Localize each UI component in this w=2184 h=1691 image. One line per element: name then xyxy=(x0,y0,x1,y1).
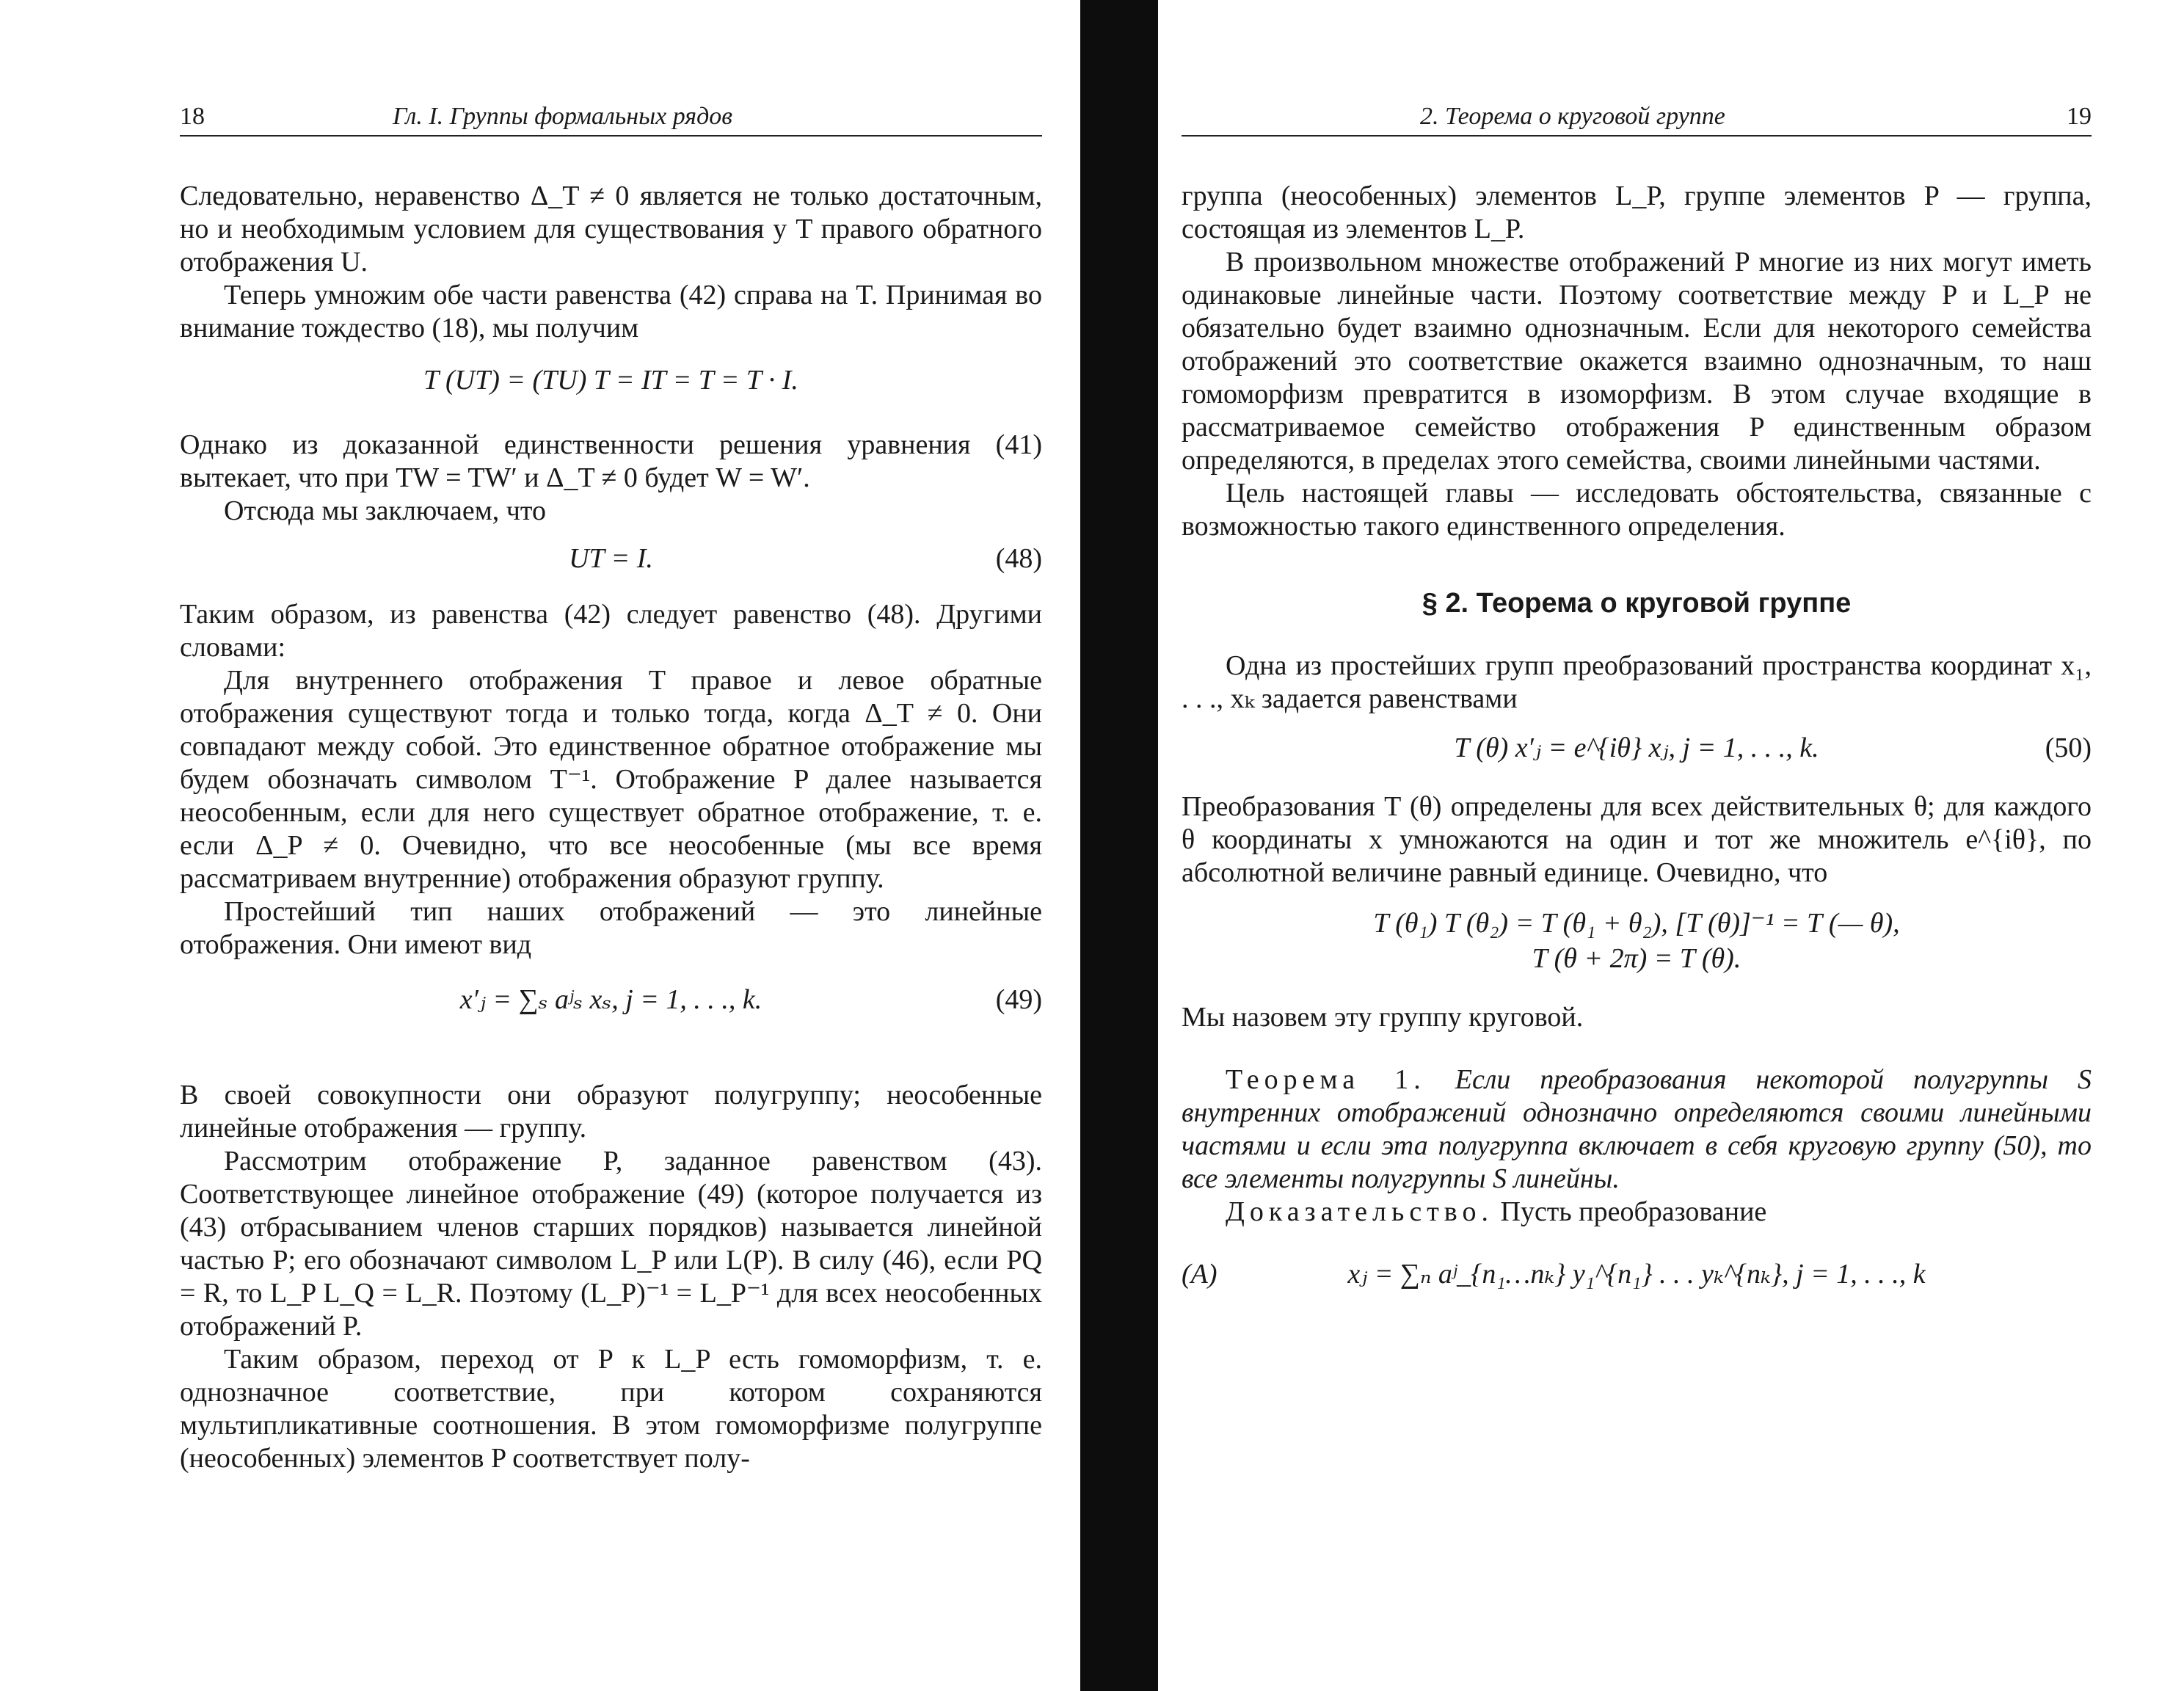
proof xyxy=(1182,1196,2092,1229)
theorem xyxy=(1182,1063,2092,1196)
paragraph: В своей совокупности они образуют полугруппу; неособенные линейные отображения — группу. xyxy=(180,1080,1042,1143)
equation xyxy=(180,364,1042,407)
running-head-right xyxy=(1182,103,2092,137)
equation-number: (48) xyxy=(995,543,1042,574)
equation-number: (49) xyxy=(995,984,1042,1015)
equation-body: T (θ) x′ⱼ = e^{iθ} xⱼ, j = 1, . . ., k. xyxy=(1454,732,1819,763)
theorem-paragraph: Для внутреннего отображения T правое и левое обратные отображения существуют тогда и только тогда, когда Δ_T ≠ 0. Они совпадают между собой. Это единственное обратное отображение мы будем обозначать символом T⁻¹. Отображение P далее называется неособенным, если для него существует обратное отображение, т. е. если Δ_P ≠ 0. Очевидно, что все неособенные (мы все время рассматриваем внутренние) отображения образуют группу. xyxy=(180,665,1042,894)
proof-text: Пусть преобразование xyxy=(1500,1196,1767,1227)
section-heading: § 2. Теорема о круговой группе xyxy=(1422,588,1852,619)
paragraph: Преобразования T (θ) определены для всех действительных θ; для каждого θ координаты x умножаются на один и тот же множитель e^{iθ}, по абсолютной величине равный единице. Очевидно, что xyxy=(1182,791,2092,888)
page-number: 18 xyxy=(180,103,205,130)
paragraph: Простейший тип наших отображений — это линейные отображения. Они имеют вид xyxy=(180,896,1042,960)
equation xyxy=(180,542,1042,585)
paragraph: В произвольном множестве отображений P многие из них могут иметь одинаковые линейные части. Поэтому соответствие между P и L_P не обязательно будет взаимно однозначным. Если для некоторого семейства отображений это соответствие окажется взаимно однозначным, то наш гомоморфизм превратится в изоморфизм. В этом случае входящие в рассматриваемое семейство отображения P единственным образом определяются, в пределах этого семейства, своими линейными частями. xyxy=(1182,247,2092,476)
running-head-title: 2. Теорема о круговой группе xyxy=(1420,103,1725,130)
theorem-label: Теорема 1. xyxy=(1226,1064,1426,1095)
page-number: 19 xyxy=(2067,103,2092,130)
equation-body: xⱼ = ∑ₙ aʲ_{n₁…nₖ} y₁^{n₁} . . . yₖ^{nₖ}, j = 1, . . ., k xyxy=(1347,1259,1926,1290)
paragraph: Теперь умножим обе части равенства (42) справа на T. Принимая во внимание тождество (18), мы получим xyxy=(180,280,1042,343)
equation xyxy=(1182,1258,2092,1339)
paragraph: Следовательно, неравенство Δ_T ≠ 0 является не только достаточным, но и необходимым условием для существования у T правого обратного отображения U. xyxy=(180,181,1042,277)
equation-body: T (UT) = (TU) T = IT = T = T · I. xyxy=(423,365,798,396)
equation xyxy=(1182,732,2092,774)
equation xyxy=(1182,906,2092,979)
left-text-column xyxy=(180,180,1042,1475)
right-text-column xyxy=(1182,180,2092,1339)
proof-label: Доказательство. xyxy=(1226,1196,1493,1227)
paragraph: Однако из доказанной единственности решения уравнения (41) вытекает, что при TW = TW′ и Δ_T ≠ 0 будет W = W′. xyxy=(180,429,1042,493)
paragraph: Таким образом, из равенства (42) следует равенство (48). Другими словами: xyxy=(180,599,1042,663)
equation-body xyxy=(1182,906,2092,976)
paragraph: Таким образом, переход от P к L_P есть гомоморфизм, т. е. однозначное соответствие, при котором сохраняются мультипликативные соотношения. В этом гомоморфизме полугруппе (неособенных) элементов P соответствует полу- xyxy=(180,1344,1042,1474)
right-page xyxy=(1145,0,2184,1691)
equation-label: (A) xyxy=(1182,1259,1217,1290)
running-head-title: Гл. I. Группы формальных рядов xyxy=(393,103,733,130)
paragraph: Цель настоящей главы — исследовать обстоятельства, связанные с возможностью такого единственного определения. xyxy=(1182,478,2092,542)
paragraph: Отсюда мы заключаем, что xyxy=(224,495,546,526)
paragraph: группа (неособенных) элементов L_P, группе элементов P — группа, состоящая из элементов L_P. xyxy=(1182,181,2092,244)
equation xyxy=(180,983,1042,1064)
paragraph: Рассмотрим отображение P, заданное равенством (43). Соответствующее линейное отображение (49) (которое получается из (43) отбрасыванием членов старших порядков) называется линейной частью P; его обозначают символом L_P или L(P). В силу (46), если PQ = R, то L_P L_Q = L_R. Поэтому (L_P)⁻¹ = L_P⁻¹ для всех неособенных отображений P. xyxy=(180,1146,1042,1342)
equation-line: T (θ + 2π) = T (θ). xyxy=(1532,943,1741,974)
equation-number: (50) xyxy=(2045,732,2092,763)
paragraph: Одна из простейших групп преобразований пространства координат x₁, . . ., xₖ задается равенствами xyxy=(1182,650,2092,714)
running-head-left xyxy=(180,103,1042,137)
paragraph: Мы назовем эту группу круговой. xyxy=(1182,1002,1584,1033)
equation-line: T (θ₁) T (θ₂) = T (θ₁ + θ₂), [T (θ)]⁻¹ = T (— θ), xyxy=(1373,908,1900,939)
theorem-statement: Если преобразования некоторой полугруппы S внутренних отображений однозначно определяются своими линейными частями и если эта полугруппа включает в себя круговую группу (50), то все элементы полугруппы S линейны. xyxy=(1182,1064,2092,1194)
equation-body: x′ⱼ = ∑ₛ aʲₛ xₛ, j = 1, . . ., k. xyxy=(459,984,762,1015)
equation-body: UT = I. xyxy=(569,543,653,574)
